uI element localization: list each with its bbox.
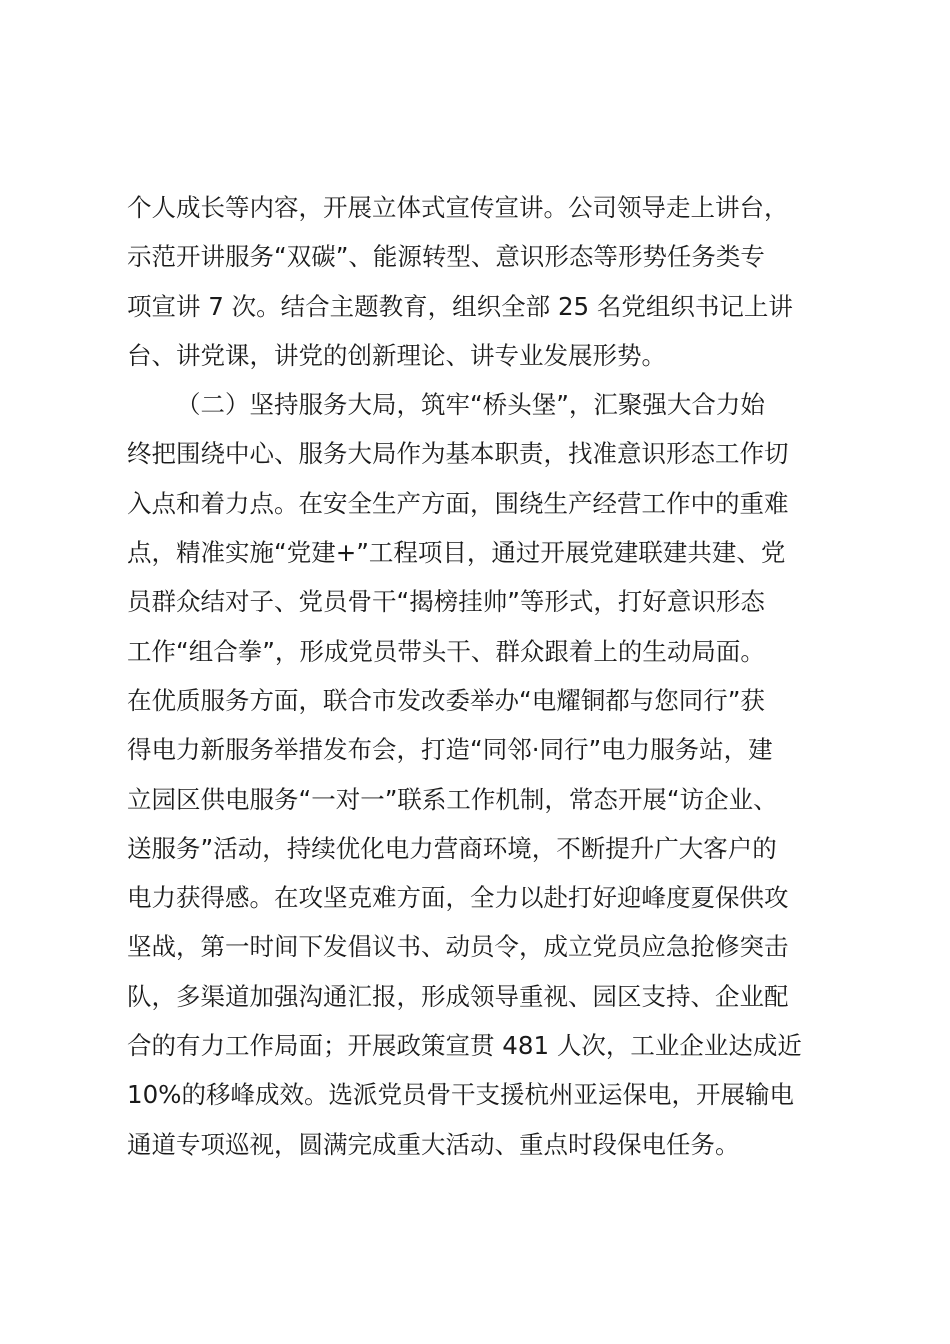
text-line: 坚战，第一时间下发倡议书、动员令，成立党员应急抢修突击	[127, 932, 789, 962]
text-line: 台、讲党课，讲党的创新理论、讲专业发展形势。	[127, 340, 666, 370]
text-line: 个人成长等内容，开展立体式宣传宣讲。公司领导走上讲台，	[127, 193, 789, 222]
text-line: 通道专项巡视，圆满完成重大活动、重点时段保电任务。	[127, 1129, 740, 1159]
text-line: 示范开讲服务“双碳”、能源转型、意识形态等形势任务类专	[127, 242, 765, 272]
text-line: 10%的移峰成效。选派党员骨干支援杭州亚运保电，开展输电	[127, 1080, 794, 1110]
text-line: 终把围绕中心、服务大局作为基本职责，找准意识形态工作切	[127, 439, 789, 469]
text-line: 入点和着力点。在安全生产方面，围绕生产经营工作中的重难	[127, 488, 789, 518]
text-line: 员群众结对子、党员骨干“揭榜挂帅”等形式，打好意识形态	[127, 587, 765, 617]
text-line: 工作“组合拳”，形成党员带头干、群众跟着上的生动局面。	[127, 636, 765, 666]
section-heading-line: （二）坚持服务大局，筑牢“桥头堡”，汇聚强大合力始	[176, 390, 765, 420]
text-line: 送服务”活动，持续优化电力营商环境，不断提升广大客户的	[127, 833, 777, 863]
text-line: 项宣讲 7 次。结合主题教育，组织全部 25 名党组织书记上讲	[127, 291, 793, 321]
text-line: 立园区供电服务“一对一”联系工作机制，常态开展“访企业、	[127, 784, 778, 814]
text-line: 合的有力工作局面；开展政策宣贯 481 人次，工业企业达成近	[127, 1031, 802, 1061]
text-line: 点，精准实施“党建+”工程项目，通过开展党建联建共建、党	[127, 538, 786, 568]
text-line: 队，多渠道加强沟通汇报，形成领导重视、园区支持、企业配	[127, 981, 789, 1011]
text-line: 得电力新服务举措发布会，打造“同邻·同行”电力服务站，建	[127, 735, 773, 765]
text-line: 在优质服务方面，联合市发改委举办“电耀铜都与您同行”获	[127, 685, 765, 715]
body-text	[127, 183, 847, 1169]
text-line: 电力获得感。在攻坚克难方面，全力以赴打好迎峰度夏保供攻	[127, 883, 789, 913]
